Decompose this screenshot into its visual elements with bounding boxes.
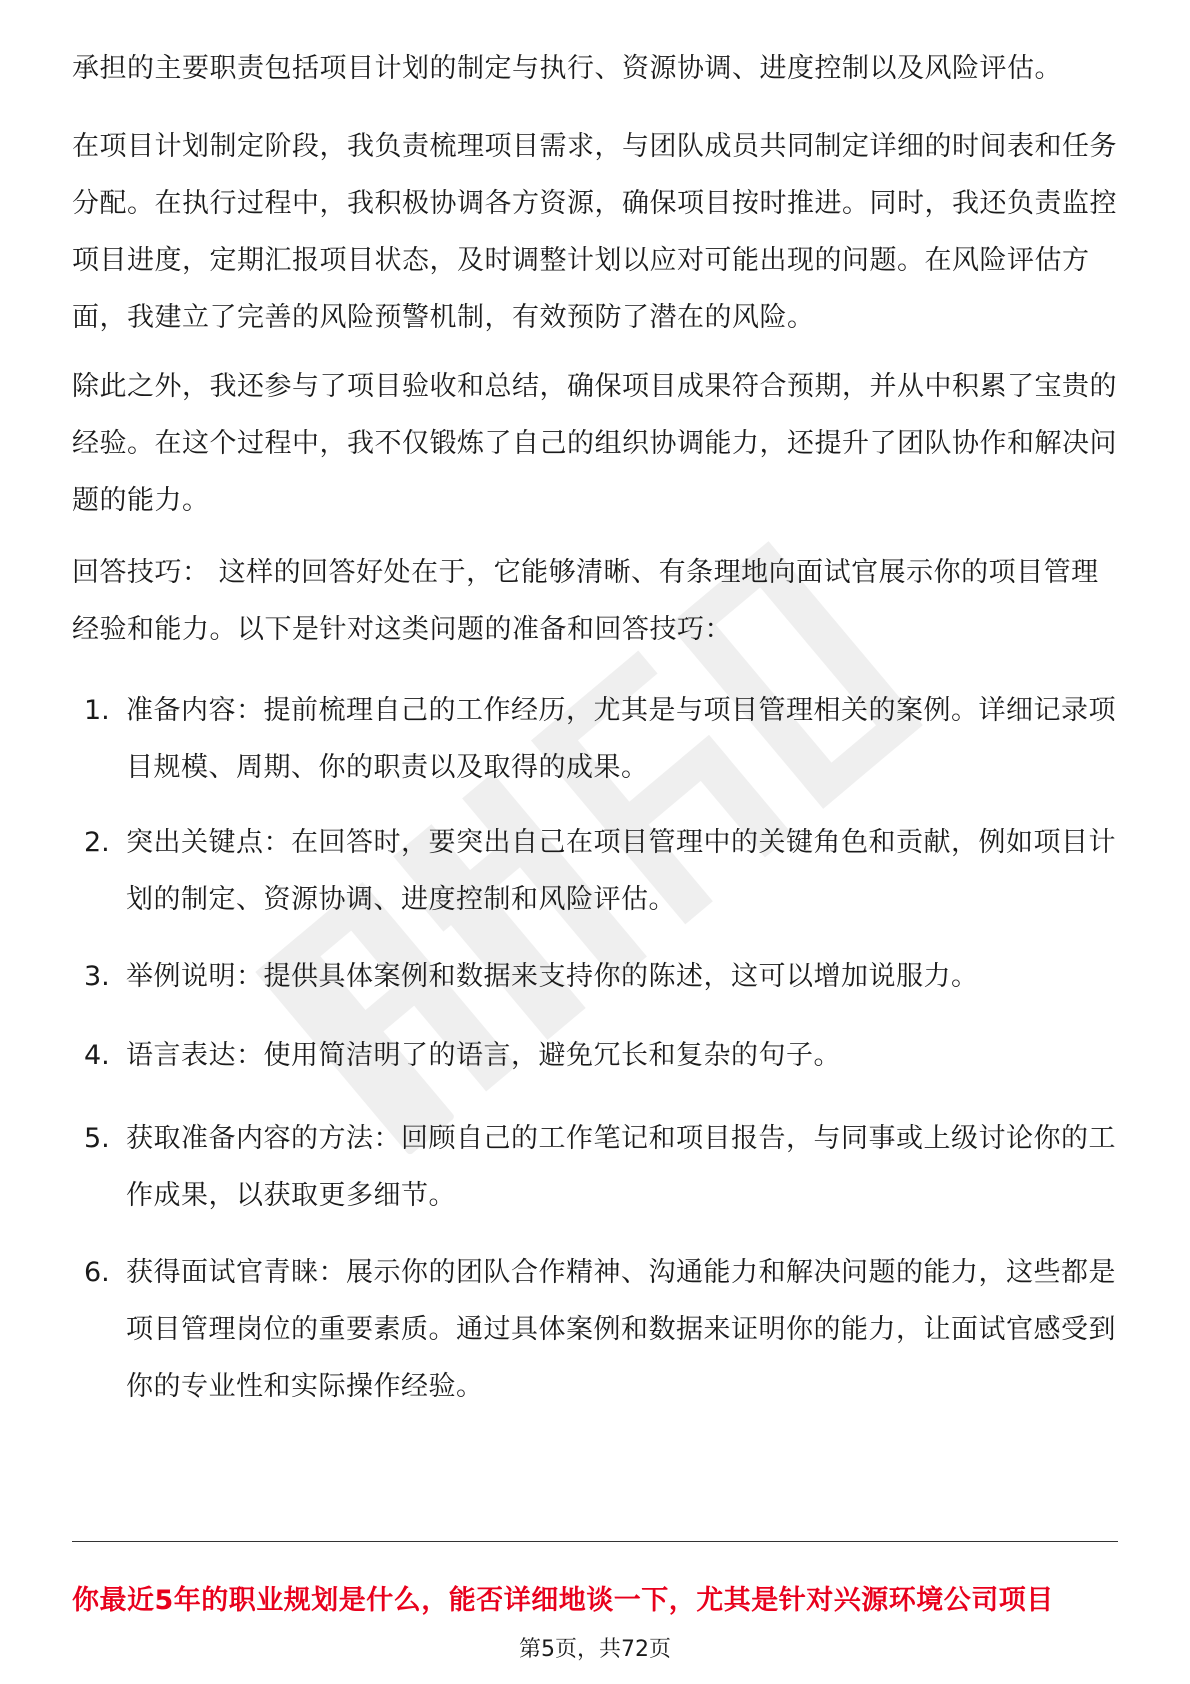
list-item bbox=[84, 948, 1124, 1005]
list-item-text: 举例说明：提供具体案例和数据来支持你的陈述，这可以增加说服力。 bbox=[126, 961, 979, 992]
list-item-number: 2. bbox=[84, 827, 110, 858]
footer-divider bbox=[72, 1541, 1118, 1542]
list-item bbox=[84, 1110, 1124, 1224]
page-number: 第5页，共72页 bbox=[519, 1637, 671, 1662]
list-item-text: 获得面试官青睐：展示你的团队合作精神、沟通能力和解决问题的能力，这些都是项目管理岗位的重要素质。通过具体案例和数据来证明你的能力，让面试官感受到你的专业性和实际操作经验。 bbox=[126, 1257, 1116, 1402]
next-question-heading: 你最近5年的职业规划是什么，能否详细地谈一下，尤其是针对兴源环境公司项目 bbox=[72, 1585, 1054, 1616]
list-item-number: 4. bbox=[84, 1040, 110, 1071]
list-item bbox=[84, 1244, 1124, 1415]
list-item-number: 3. bbox=[84, 961, 110, 992]
list-item bbox=[84, 814, 1124, 928]
list-item bbox=[84, 1027, 1124, 1084]
list-item-number: 1. bbox=[84, 695, 110, 726]
list-item-number: 6. bbox=[84, 1257, 110, 1288]
paragraph-answer-tips-intro: 回答技巧： 这样的回答好处在于，它能够清晰、有条理地向面试官展示你的项目管理经验和能力。以下是针对这类问题的准备和回答技巧： bbox=[72, 557, 1099, 645]
list-item-number: 5. bbox=[84, 1123, 110, 1154]
list-item bbox=[84, 682, 1124, 796]
list-item-text: 突出关键点：在回答时，要突出自己在项目管理中的关键角色和贡献，例如项目计划的制定、资源协调、进度控制和风险评估。 bbox=[126, 827, 1116, 915]
paragraph-responsibilities: 承担的主要职责包括项目计划的制定与执行、资源协调、进度控制以及风险评估。 bbox=[72, 53, 1062, 84]
list-item-text: 获取准备内容的方法：回顾自己的工作笔记和项目报告，与同事或上级讨论你的工作成果，以获取更多细节。 bbox=[126, 1123, 1116, 1211]
paragraph-summary: 除此之外，我还参与了项目验收和总结，确保项目成果符合预期，并从中积累了宝贵的经验。在这个过程中，我不仅锻炼了自己的组织协调能力，还提升了团队协作和解决问题的能力。 bbox=[72, 371, 1117, 516]
paragraph-planning-execution: 在项目计划制定阶段，我负责梳理项目需求，与团队成员共同制定详细的时间表和任务分配。在执行过程中，我积极协调各方资源，确保项目按时推进。同时，我还负责监控项目进度，定期汇报项目状态，及时调整计划以应对可能出现的问题。在风险评估方面，我建立了完善的风险预警机制，有效预防了潜在的风险。 bbox=[72, 131, 1117, 333]
list-item-text: 准备内容：提前梳理自己的工作经历，尤其是与项目管理相关的案例。详细记录项目规模、周期、你的职责以及取得的成果。 bbox=[126, 695, 1116, 783]
list-item-text: 语言表达：使用简洁明了的语言，避免冗长和复杂的句子。 bbox=[126, 1040, 841, 1071]
